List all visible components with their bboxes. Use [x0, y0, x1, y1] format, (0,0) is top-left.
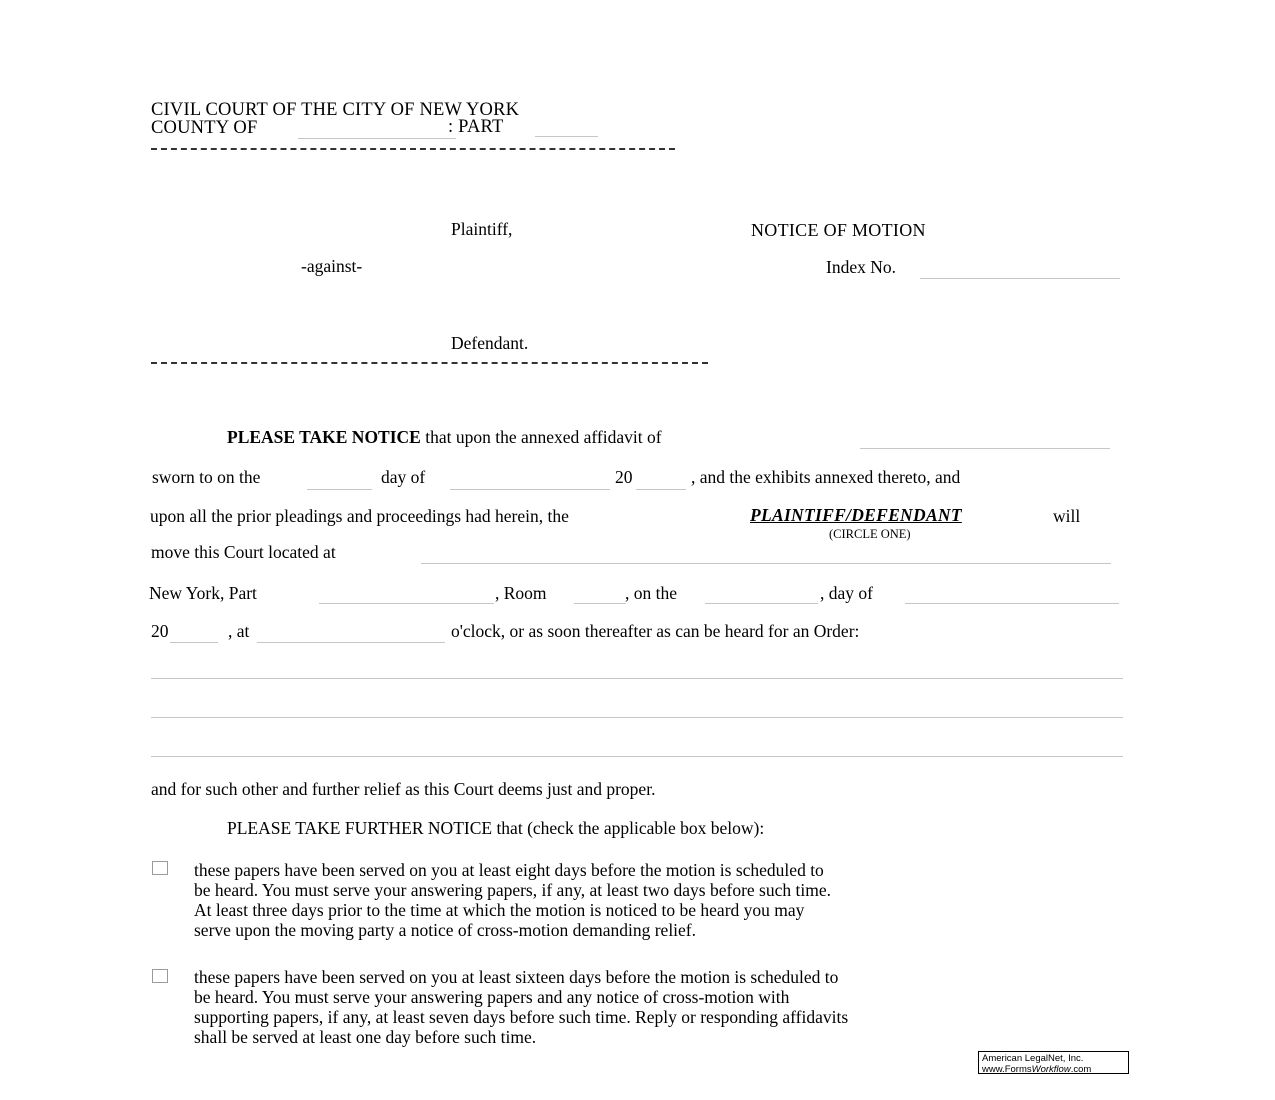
index-number-field[interactable] [920, 278, 1120, 279]
order-line-3[interactable] [151, 756, 1123, 757]
defendant-label: Defendant. [451, 333, 529, 353]
year-prefix-label-2: 20 [151, 621, 169, 641]
document-title: NOTICE OF MOTION [751, 220, 926, 240]
against-label: -against- [301, 256, 363, 276]
publisher-stamp [978, 1051, 1129, 1074]
pleadings-text: upon all the prior pleadings and proceedings had herein, the [150, 506, 569, 526]
affiant-name-field[interactable] [860, 448, 1110, 449]
year-prefix-label: 20 [615, 467, 633, 487]
sworn-month-field[interactable] [450, 489, 610, 490]
sworn-day-field[interactable] [307, 489, 372, 490]
option-sixteen-days-text [194, 967, 1154, 1047]
publisher-url[interactable] [982, 1064, 1125, 1075]
county-field[interactable] [298, 138, 456, 139]
room-label: , Room [495, 583, 547, 603]
index-number-label: Index No. [826, 257, 896, 277]
please-take-notice: PLEASE TAKE NOTICE [227, 427, 421, 447]
at-label: , at [228, 621, 250, 641]
option-line: supporting papers, if any, at least seven days before such time. Reply or responding affidavits [194, 1007, 849, 1027]
room-field[interactable] [574, 603, 626, 604]
order-text: o'clock, or as soon thereafter as can be heard for an Order: [451, 621, 860, 641]
motion-day-field[interactable] [705, 603, 818, 604]
court-part-field[interactable] [319, 603, 494, 604]
day-of-label-2: , day of [820, 583, 873, 603]
caption-divider [151, 362, 708, 364]
option-line: these papers have been served on you at least eight days before the motion is scheduled to [194, 860, 824, 880]
part-field[interactable] [535, 136, 598, 137]
party-selector[interactable]: PLAINTIFF/DEFENDANT [750, 505, 962, 525]
header-divider [151, 148, 675, 150]
sworn-year-field[interactable] [636, 489, 686, 490]
option-line: be heard. You must serve your answering papers, if any, at least two days before such time. [194, 880, 831, 900]
court-location-label: move this Court located at [151, 542, 336, 562]
order-line-1[interactable] [151, 678, 1123, 679]
url-suffix: .com [1070, 1064, 1092, 1075]
will-text: will [1053, 506, 1081, 526]
exhibits-text: , and the exhibits annexed thereto, and [691, 467, 961, 487]
court-name: CIVIL COURT OF THE CITY OF NEW YORK [151, 100, 520, 120]
motion-year-field[interactable] [170, 642, 218, 643]
option-line: shall be served at least one day before such time. [194, 1027, 537, 1047]
option-line: At least three days prior to the time at which the motion is noticed to be heard you may [194, 900, 805, 920]
on-the-label: , on the [625, 583, 678, 603]
part-text: New York, Part [149, 583, 257, 603]
relief-text: and for such other and further relief as this Court deems just and proper. [151, 779, 656, 799]
sworn-label: sworn to on the [152, 467, 261, 487]
option-line: these papers have been served on you at least sixteen days before the motion is scheduled to [194, 967, 839, 987]
notice-line-1 [227, 429, 662, 447]
motion-time-field[interactable] [257, 642, 445, 643]
part-label: : PART [448, 117, 504, 137]
url-prefix: www.Forms [982, 1064, 1032, 1075]
court-location-field[interactable] [421, 563, 1111, 564]
motion-month-field[interactable] [905, 603, 1119, 604]
option-line: serve upon the moving party a notice of cross-motion demanding relief. [194, 920, 697, 940]
circle-one-note: (CIRCLE ONE) [829, 527, 911, 541]
order-line-2[interactable] [151, 717, 1123, 718]
url-italic: Workflow [1031, 1064, 1071, 1075]
further-notice-text: PLEASE TAKE FURTHER NOTICE that (check the applicable box below): [227, 818, 765, 838]
option-eight-days-checkbox[interactable] [152, 861, 168, 875]
plaintiff-label: Plaintiff, [451, 219, 513, 239]
day-of-label: day of [381, 467, 426, 487]
affidavit-text: that upon the annexed affidavit of [425, 427, 662, 447]
county-label: COUNTY OF [151, 118, 258, 138]
publisher-name: American LegalNet, Inc. [982, 1053, 1084, 1064]
option-sixteen-days-checkbox[interactable] [152, 969, 168, 983]
option-line: be heard. You must serve your answering papers and any notice of cross-motion with [194, 987, 790, 1007]
option-eight-days-text [194, 860, 1154, 940]
